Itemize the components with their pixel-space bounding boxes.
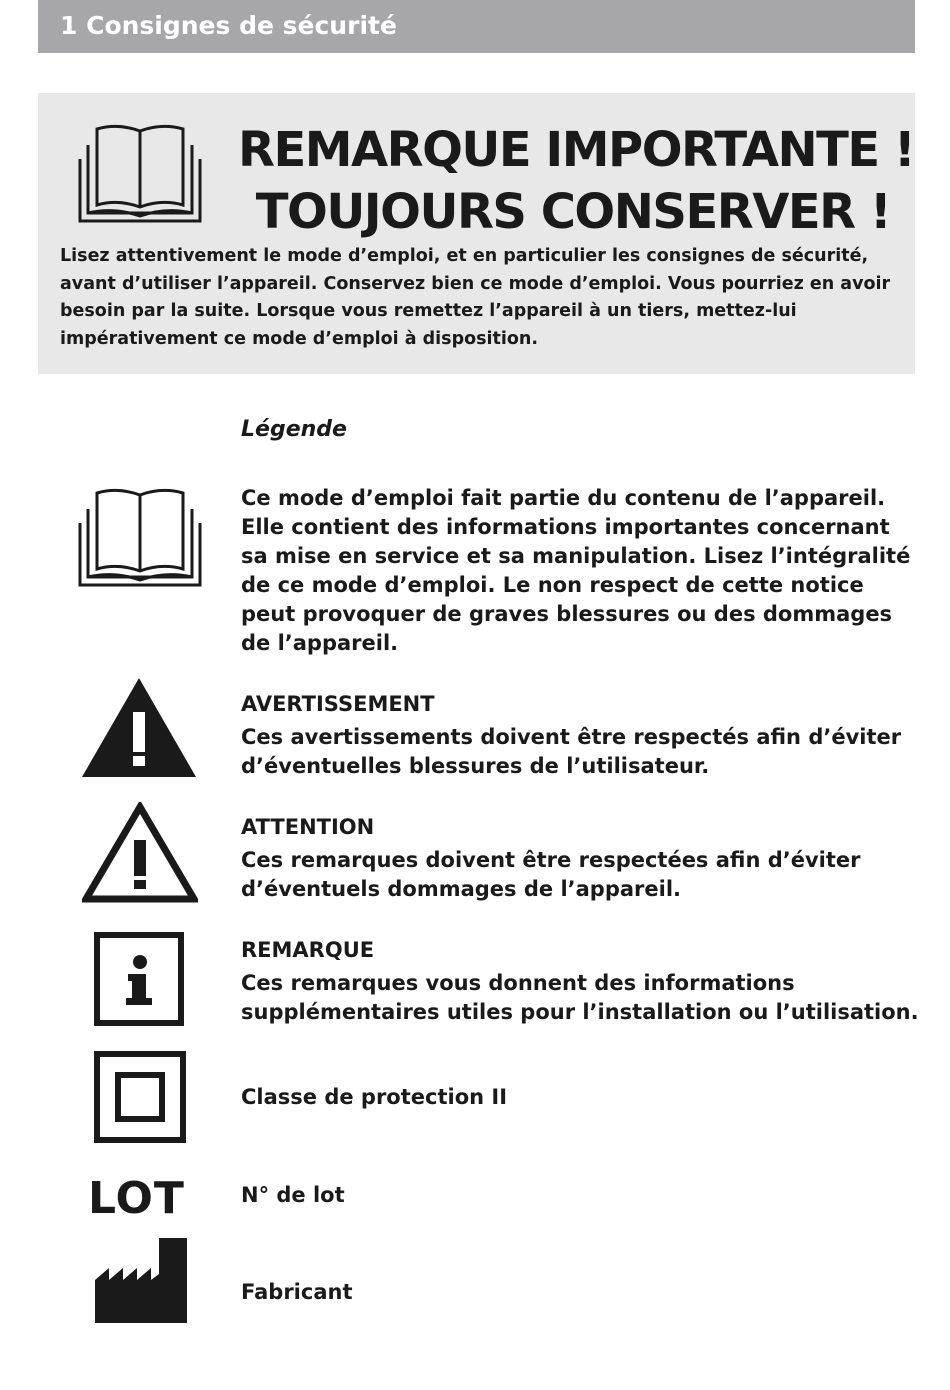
protection-class-ii-icon xyxy=(94,1051,186,1143)
note-text: Ces remarques vous donnent des informations supplémentaires utiles pour l’installation ou l’utilisation. xyxy=(241,971,919,1024)
important-title xyxy=(238,119,915,243)
protection-label: Classe de protection II xyxy=(241,1085,508,1109)
note-title: REMARQUE xyxy=(241,938,375,962)
attention-title: ATTENTION xyxy=(241,815,375,839)
important-title-line2: TOUJOURS CONSERVER ! xyxy=(255,184,891,240)
manufacturer-label: Fabricant xyxy=(241,1280,353,1304)
important-body: Lisez attentivement le mode d’emploi, et en particulier les consignes de sécurité, avant d’utiliser l’appareil. Conservez bien ce mode d’emploi. Vous pourriez en avoir besoin par la suite. Lorsque vous remettez l’appareil à un tiers, mettez-lui impérativement ce mode d’emploi à disposition. xyxy=(60,246,891,349)
important-notice-box xyxy=(38,93,915,374)
manufacturer-factory-icon xyxy=(95,1238,187,1323)
legend-heading: Légende xyxy=(241,417,347,442)
lot-label: N° de lot xyxy=(241,1183,345,1207)
open-book-icon xyxy=(78,121,202,225)
warning-outline-triangle-icon xyxy=(82,802,198,903)
manual-text: Ce mode d’emploi fait partie du contenu de l’appareil. Elle contient des informations importantes concernant sa mise en service et sa manipulation. Lisez l’intégralité de ce mode d’emploi. Le non respect de cette notice peut provoquer de graves blessures ou des dommages de l’appareil. xyxy=(241,486,911,655)
warning-title: AVERTISSEMENT xyxy=(241,692,435,716)
info-box-icon xyxy=(94,932,184,1026)
section-title: 1 Consignes de sécurité xyxy=(60,11,397,40)
warning-filled-triangle-icon xyxy=(82,678,196,777)
section-header xyxy=(38,0,915,53)
lot-icon: LOT xyxy=(88,1173,185,1224)
open-book-icon xyxy=(78,485,202,589)
important-title-line1: REMARQUE IMPORTANTE ! xyxy=(238,122,915,178)
warning-text: Ces avertissements doivent être respectés afin d’éviter d’éventuelles blessures de l’utilisateur. xyxy=(241,725,902,778)
attention-text: Ces remarques doivent être respectées afin d’éviter d’éventuels dommages de l’appareil. xyxy=(241,848,861,901)
